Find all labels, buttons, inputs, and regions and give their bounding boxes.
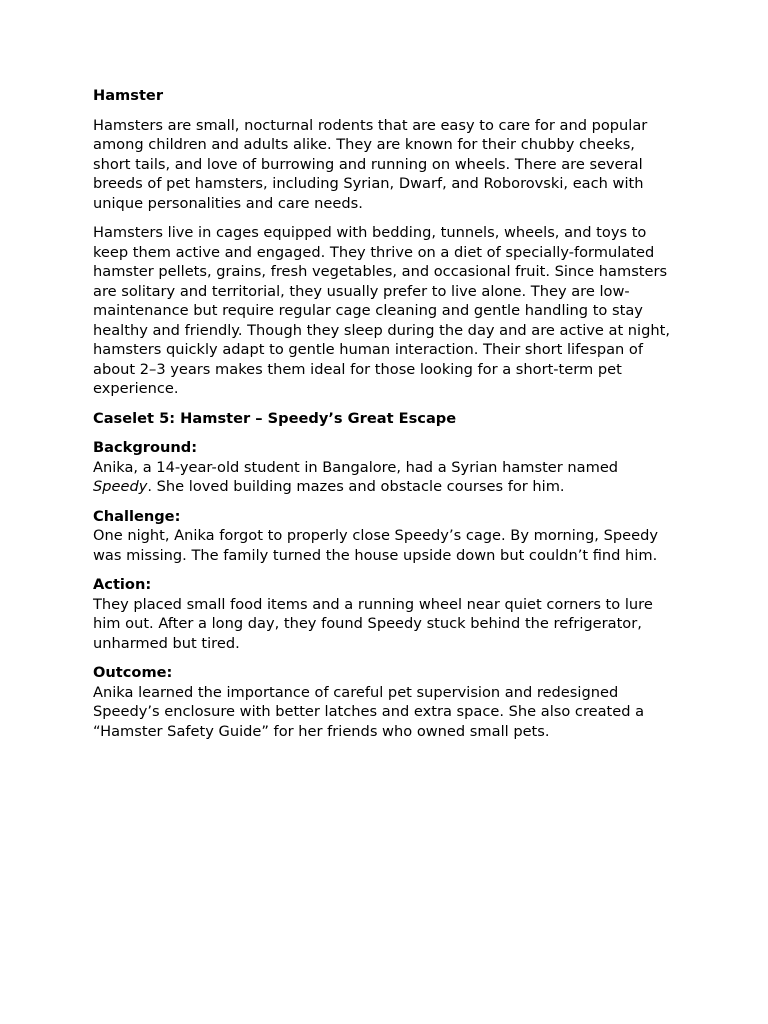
background-text-before: Anika, a 14-year-old student in Bangalore, had a Syrian hamster named bbox=[93, 458, 619, 476]
document-page bbox=[93, 86, 673, 751]
outcome-section bbox=[93, 663, 673, 741]
challenge-label: Challenge: bbox=[93, 507, 181, 525]
caselet-title: Caselet 5: Hamster – Speedy’s Great Escape bbox=[93, 409, 457, 427]
outcome-label: Outcome: bbox=[93, 664, 173, 681]
background-section bbox=[93, 438, 673, 497]
background-text-italic: Speedy bbox=[93, 478, 148, 495]
intro-paragraph-1: Hamsters are small, nocturnal rodents that are easy to care for and popular among children and adults alike. They are known for their chubby cheeks, short tails, and love of burrowing and running on wheels. There are several breeds of pet hamsters, including Syrian, Dwarf, and Roborovski, each with unique personalities and care needs. bbox=[93, 116, 648, 212]
background-text-after: . She loved building mazes and obstacle courses for him. bbox=[147, 478, 565, 495]
intro-paragraph-2: Hamsters live in cages equipped with bedding, tunnels, wheels, and toys to keep them active and engaged. They thrive on a diet of specially-formulated hamster pellets, grains, fresh vegetables, and occasional fruit. Since hamsters are solitary and territorial, they usually prefer to live alone. They are low-maintenance but require regular cage cleaning and gentle handling to stay healthy and friendly. Though they sleep during the day and are active at night, hamsters quickly adapt to gentle human interaction. Their short lifespan of about 2–3 years makes them ideal for those looking for a short-term pet experience. bbox=[93, 224, 670, 397]
challenge-section bbox=[93, 507, 673, 566]
challenge-text: One night, Anika forgot to properly close Speedy’s cage. By morning, Speedy was missing. The family turned the house upside down but couldn’t find him. bbox=[93, 527, 658, 564]
background-label: Background: bbox=[93, 439, 198, 456]
outcome-text: Anika learned the importance of careful pet supervision and redesigned Speedy’s enclosure with better latches and extra space. She also created a “Hamster Safety Guide” for her friends who owned small pets. bbox=[93, 683, 645, 740]
action-section bbox=[93, 575, 673, 653]
action-text: They placed small food items and a running wheel near quiet corners to lure him out. After a long day, they found Speedy stuck behind the refrigerator, unharmed but tired. bbox=[93, 595, 653, 652]
document-title: Hamster bbox=[93, 87, 164, 104]
action-label: Action: bbox=[93, 576, 152, 593]
